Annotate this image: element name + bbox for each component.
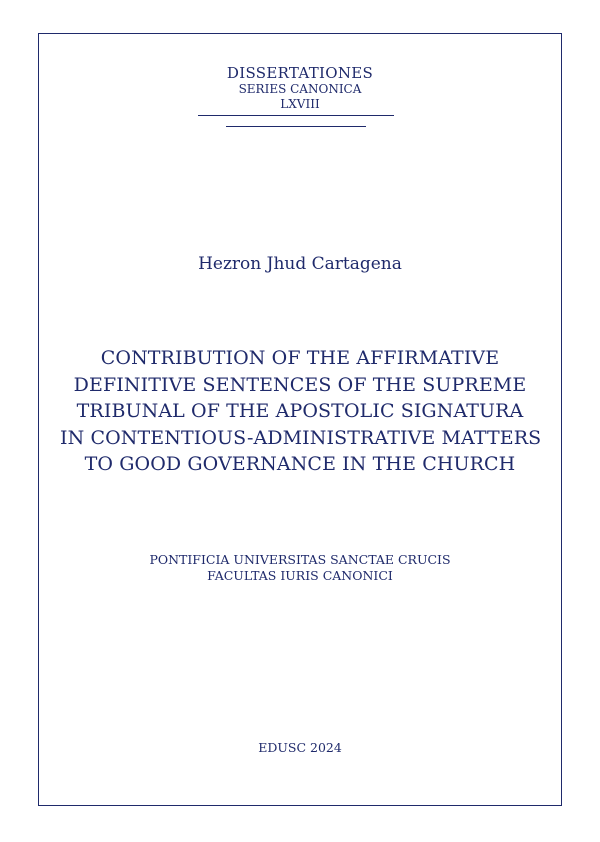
author-name: Hezron Jhud Cartagena: [198, 254, 402, 274]
book-title: [60, 345, 540, 478]
faculty-name: FACULTAS IURIS CANONICI: [207, 568, 393, 583]
series-subtitle: SERIES CANONICA: [238, 82, 362, 96]
series-rule-long: [198, 115, 394, 116]
title-line: TRIBUNAL OF THE APOSTOLIC SIGNATURA: [76, 400, 524, 422]
title-line: TO GOOD GOVERNANCE IN THE CHURCH: [84, 453, 516, 475]
series-volume: LXVIII: [280, 97, 320, 111]
publisher-imprint: EDUSC 2024: [258, 740, 342, 755]
title-line: CONTRIBUTION OF THE AFFIRMATIVE: [100, 347, 500, 369]
series-title: DISSERTATIONES: [226, 64, 374, 82]
title-line: IN CONTENTIOUS-ADMINISTRATIVE MATTERS: [60, 426, 542, 449]
title-line: DEFINITIVE SENTENCES OF THE SUPREME: [73, 373, 527, 396]
series-rule-short: [226, 126, 366, 127]
university-name: PONTIFICIA UNIVERSITAS SANCTAE CRUCIS: [149, 552, 451, 567]
